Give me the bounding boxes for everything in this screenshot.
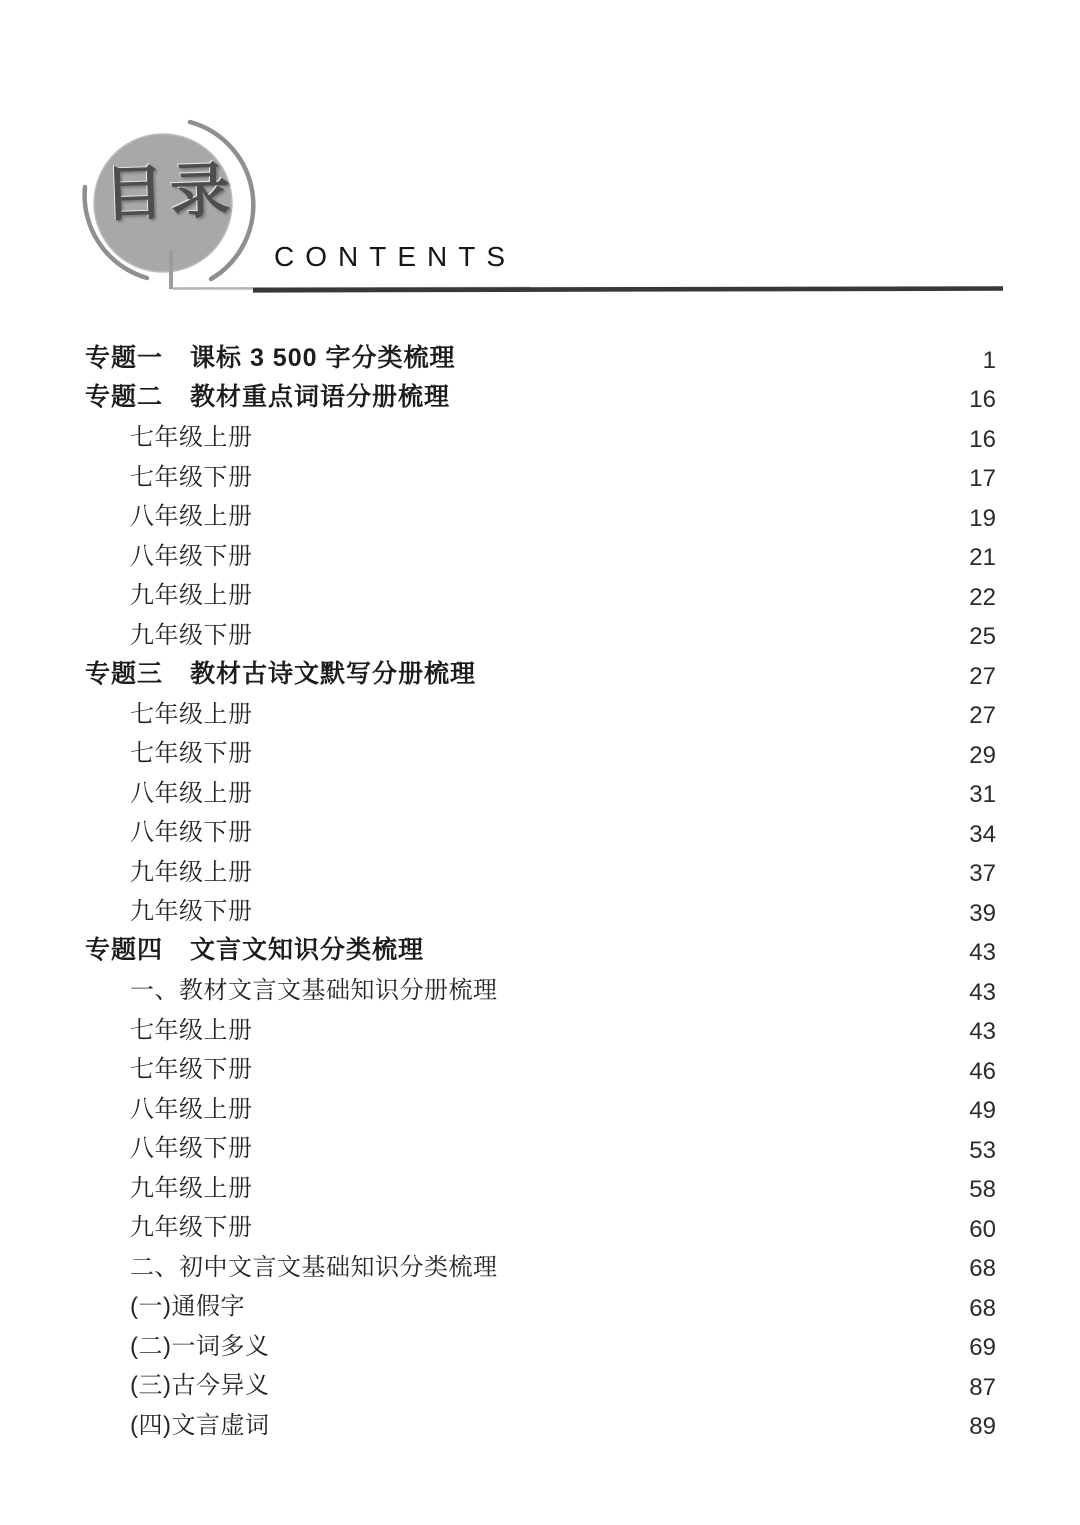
toc-entry-title: 七年级上册 — [130, 700, 253, 728]
toc-row — [85, 1166, 996, 1206]
toc-entry-prefix: 专题一 — [85, 343, 164, 372]
toc-entry-title: 八年级下册 — [130, 542, 253, 570]
toc-entry-title: 九年级下册 — [130, 621, 253, 649]
toc-entry-page: 1 — [982, 346, 996, 374]
logo-title-cn: 目录 — [102, 156, 238, 229]
toc-entry-title: 九年级下册 — [130, 1214, 253, 1242]
toc-entry-prefix: 专题四 — [85, 936, 164, 965]
toc-entry-page: 25 — [969, 623, 996, 651]
toc-entry-page: 27 — [969, 702, 996, 730]
toc-entry-title: 七年级下册 — [130, 1056, 253, 1084]
toc-row — [85, 336, 996, 376]
toc-row — [85, 731, 996, 771]
toc-entry-title: 八年级上册 — [130, 1095, 253, 1123]
toc-entry-title: 七年级下册 — [130, 740, 253, 768]
toc-entry-page: 22 — [969, 583, 996, 611]
toc-entry-page: 16 — [969, 425, 996, 453]
toc-entry-page: 43 — [969, 978, 996, 1006]
toc-row — [85, 573, 996, 613]
toc-entry-title: 九年级上册 — [130, 858, 253, 886]
toc-entry-page: 68 — [969, 1294, 996, 1322]
toc-entry-title: 文言文知识分类梳理 — [190, 936, 425, 965]
toc-entry-page: 69 — [969, 1334, 996, 1362]
toc-entry-page: 19 — [969, 504, 996, 532]
toc-entry-page: 17 — [969, 465, 996, 493]
toc-row — [85, 810, 996, 850]
toc-entry-page: 49 — [969, 1097, 996, 1125]
toc-entry-page: 46 — [969, 1057, 996, 1085]
toc-entry-prefix: 专题三 — [85, 659, 164, 688]
toc-row — [85, 1245, 996, 1285]
toc-row — [85, 1008, 996, 1048]
toc-entry-title: 教材重点词语分册梳理 — [190, 383, 451, 412]
toc-entry-title: 八年级上册 — [130, 779, 253, 807]
toc-entry-page: 58 — [969, 1176, 996, 1204]
toc-entry-title: (二)一词多义 — [130, 1332, 270, 1360]
toc-entry-page: 39 — [969, 899, 996, 927]
toc-entry-title: 七年级下册 — [130, 463, 253, 491]
toc-entry-page: 89 — [969, 1413, 996, 1441]
toc-row — [85, 929, 996, 969]
toc-list — [85, 336, 996, 1442]
toc-entry-page: 37 — [969, 860, 996, 888]
toc-row — [85, 1205, 996, 1245]
toc-entry-page: 21 — [969, 544, 996, 572]
toc-entry-title: 九年级下册 — [130, 898, 253, 926]
toc-entry-title: (一)通假字 — [130, 1293, 245, 1321]
toc-row — [85, 968, 996, 1008]
toc-entry-page: 34 — [969, 820, 996, 848]
toc-row — [85, 1047, 996, 1087]
toc-row — [85, 1324, 996, 1364]
toc-entry-title: (四)文言虚词 — [130, 1411, 270, 1439]
toc-row — [85, 494, 996, 534]
toc-entry-title: 九年级上册 — [130, 1174, 253, 1202]
toc-entry-title: 七年级上册 — [130, 424, 253, 452]
toc-row — [85, 415, 996, 455]
toc-row — [85, 534, 996, 574]
toc-entry-title: (三)古今异义 — [130, 1372, 270, 1400]
toc-row — [85, 1403, 996, 1443]
toc-entry-page: 29 — [969, 741, 996, 769]
toc-entry-title: 八年级上册 — [130, 503, 253, 531]
toc-entry-title: 一、教材文言文基础知识分册梳理 — [130, 977, 498, 1005]
toc-entry-title: 八年级下册 — [130, 819, 253, 847]
toc-row — [85, 376, 996, 416]
toc-entry-title: 七年级上册 — [130, 1016, 253, 1044]
toc-entry-page: 68 — [969, 1255, 996, 1283]
toc-entry-page: 60 — [969, 1215, 996, 1243]
toc-entry-page: 43 — [969, 1018, 996, 1046]
toc-entry-page: 31 — [969, 781, 996, 809]
toc-row — [85, 889, 996, 929]
toc-entry-page: 27 — [969, 662, 996, 690]
toc-row — [85, 1363, 996, 1403]
logo-title-en: CONTENTS — [274, 241, 516, 272]
toc-row — [85, 455, 996, 495]
toc-row — [85, 771, 996, 811]
toc-entry-title: 九年级上册 — [130, 582, 253, 610]
toc-row — [85, 692, 996, 732]
toc-entry-title: 课标 3 500 字分类梳理 — [190, 343, 456, 372]
toc-entry-title: 教材古诗文默写分册梳理 — [190, 659, 477, 688]
toc-entry-prefix: 专题二 — [85, 383, 164, 412]
toc-entry-page: 43 — [969, 939, 996, 967]
toc-row — [85, 850, 996, 890]
toc-entry-page: 53 — [969, 1136, 996, 1164]
toc-row — [85, 1284, 996, 1324]
toc-row — [85, 1087, 996, 1127]
toc-entry-title: 二、初中文言文基础知识分类梳理 — [130, 1253, 498, 1281]
toc-entry-title: 八年级下册 — [130, 1135, 253, 1163]
toc-row — [85, 1126, 996, 1166]
toc-row — [85, 652, 996, 692]
toc-entry-page: 16 — [969, 386, 996, 414]
toc-entry-page: 87 — [969, 1373, 996, 1401]
toc-row — [85, 613, 996, 653]
